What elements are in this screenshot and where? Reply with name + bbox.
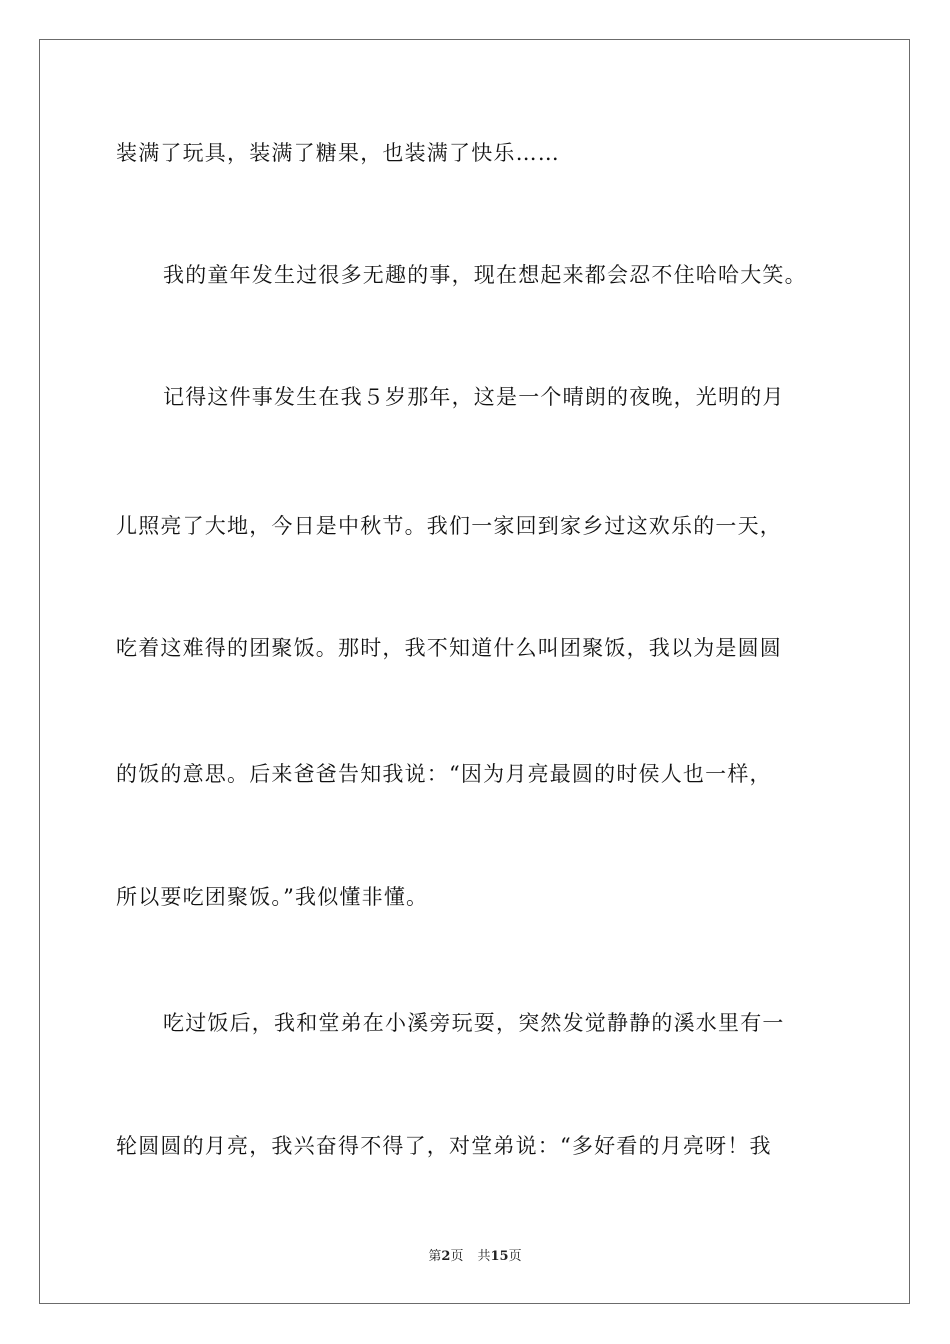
text-line-9: 轮圆圆的月亮，我兴奋得不得了，对堂弟说：“多好看的月亮呀！我 bbox=[116, 1134, 772, 1158]
page-suffix: 页 bbox=[450, 1249, 464, 1264]
page-prefix: 第 bbox=[428, 1249, 442, 1264]
total-pages: 15 bbox=[490, 1249, 509, 1264]
page-frame bbox=[39, 39, 910, 1304]
page-number: 2 bbox=[441, 1249, 451, 1264]
total-suffix: 页 bbox=[508, 1249, 522, 1264]
text-line-4: 儿照亮了大地，今日是中秋节。我们一家回到家乡过这欢乐的一天， bbox=[116, 514, 782, 538]
text-line-7: 所以要吃团聚饭。”我似懂非懂。 bbox=[116, 885, 429, 909]
total-prefix: 共 bbox=[477, 1249, 491, 1264]
text-line-3: 记得这件事发生在我５岁那年，这是一个晴朗的夜晚，光明的月 bbox=[163, 385, 785, 409]
page-footer bbox=[0, 1248, 950, 1266]
text-line-6: 的饭的意思。后来爸爸告知我说：“因为月亮最圆的时侯人也一样， bbox=[116, 762, 772, 786]
text-line-1: 装满了玩具，装满了糖果，也装满了快乐…… bbox=[116, 141, 560, 165]
text-line-2: 我的童年发生过很多无趣的事，现在想起来都会忍不住哈哈大笑。 bbox=[163, 263, 807, 287]
text-line-8: 吃过饭后，我和堂弟在小溪旁玩耍，突然发觉静静的溪水里有一 bbox=[163, 1011, 785, 1035]
text-line-5: 吃着这难得的团聚饭。那时，我不知道什么叫团聚饭，我以为是圆圆 bbox=[116, 636, 782, 660]
